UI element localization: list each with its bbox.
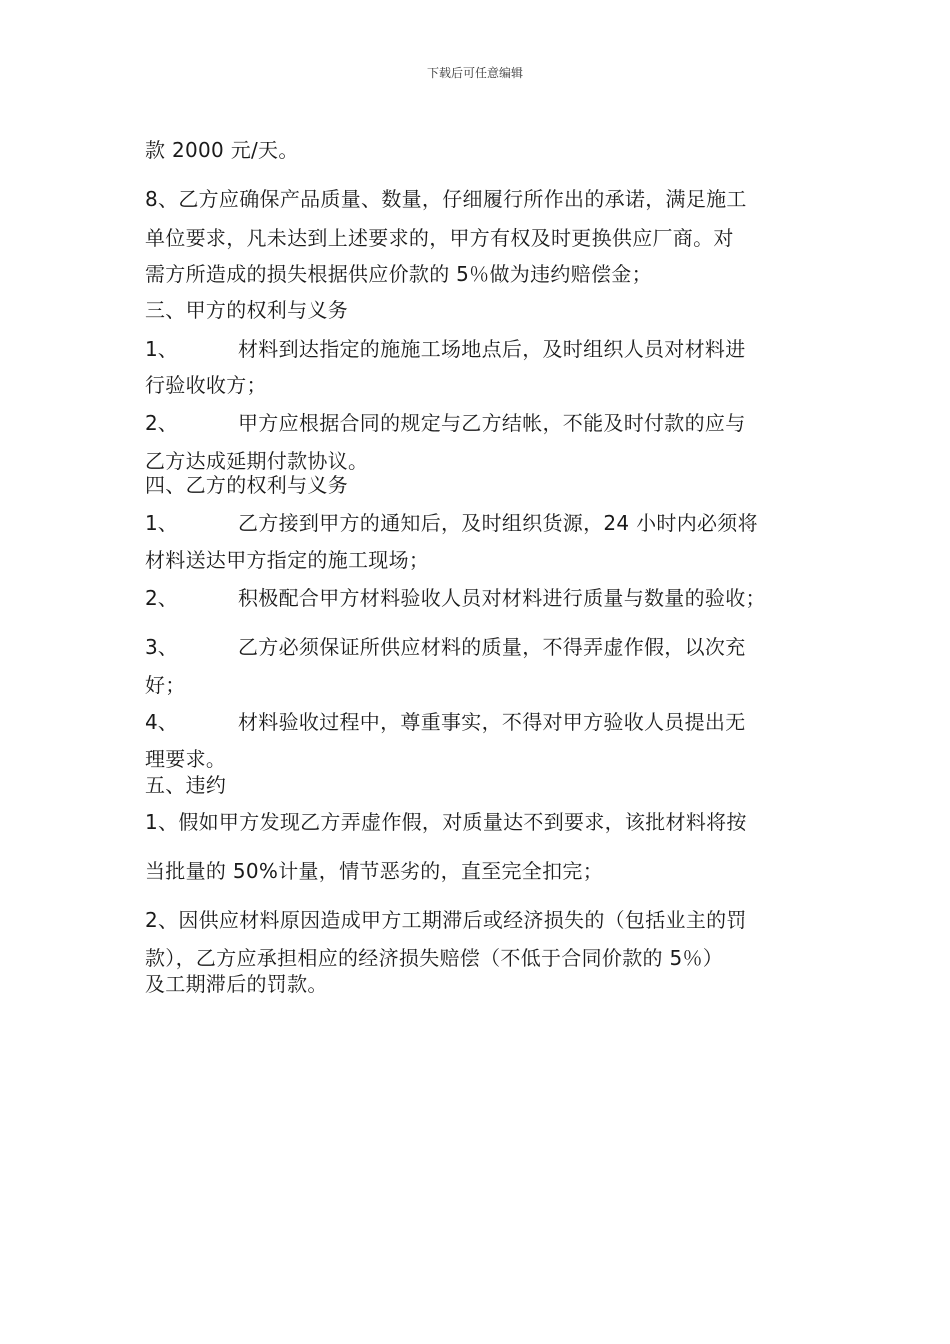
text-line: 1、假如甲方发现乙方弄虚作假，对质量达不到要求，该批材料将按: [145, 810, 747, 834]
item-number: 1、: [145, 337, 178, 361]
text-line: 积极配合甲方材料验收人员对材料进行质量与数量的验收；: [238, 586, 766, 610]
text-line: 款 2000 元/天。: [145, 138, 299, 162]
section-heading: 五、违约: [145, 773, 227, 797]
text-line: 单位要求，凡未达到上述要求的，甲方有权及时更换供应厂商。对: [145, 226, 734, 250]
page-header: 下载后可任意编辑: [426, 66, 523, 80]
text-line: 理要求。: [145, 747, 227, 771]
text-line: 款），乙方应承担相应的经济损失赔偿（不低于合同价款的 5％）: [145, 946, 724, 970]
text-line: 8、乙方应确保产品质量、数量，仔细履行所作出的承诺，满足施工: [145, 187, 747, 211]
text-line: 当批量的 50%计量，情节恶劣的，直至完全扣完；: [145, 859, 604, 883]
text-line: 行验收收方；: [145, 373, 267, 397]
text-line: 需方所造成的损失根据供应价款的 5％做为违约赔偿金；: [145, 262, 652, 286]
item-number: 2、: [145, 411, 178, 435]
item-number: 1、: [145, 511, 178, 535]
text-line: 材料验收过程中，尊重事实，不得对甲方验收人员提出无: [238, 710, 746, 734]
text-line: 乙方接到甲方的通知后，及时组织货源，24 小时内必须将: [238, 511, 758, 535]
section-heading: 三、甲方的权利与义务: [145, 298, 348, 322]
text-line: 甲方应根据合同的规定与乙方结帐，不能及时付款的应与: [238, 411, 746, 435]
item-number: 4、: [145, 710, 178, 734]
text-line: 乙方必须保证所供应材料的质量，不得弄虚作假，以次充: [238, 635, 746, 659]
text-line: 好；: [145, 673, 186, 697]
section-heading: 四、乙方的权利与义务: [145, 473, 348, 497]
text-line: 及工期滞后的罚款。: [145, 972, 328, 996]
text-line: 材料送达甲方指定的施工现场；: [145, 548, 430, 572]
item-number: 2、: [145, 586, 178, 610]
text-line: 材料到达指定的施施工场地点后，及时组织人员对材料进: [238, 337, 746, 361]
text-line: 乙方达成延期付款协议。: [145, 449, 369, 473]
item-number: 3、: [145, 635, 178, 659]
text-line: 2、因供应材料原因造成甲方工期滞后或经济损失的（包括业主的罚: [145, 908, 747, 932]
